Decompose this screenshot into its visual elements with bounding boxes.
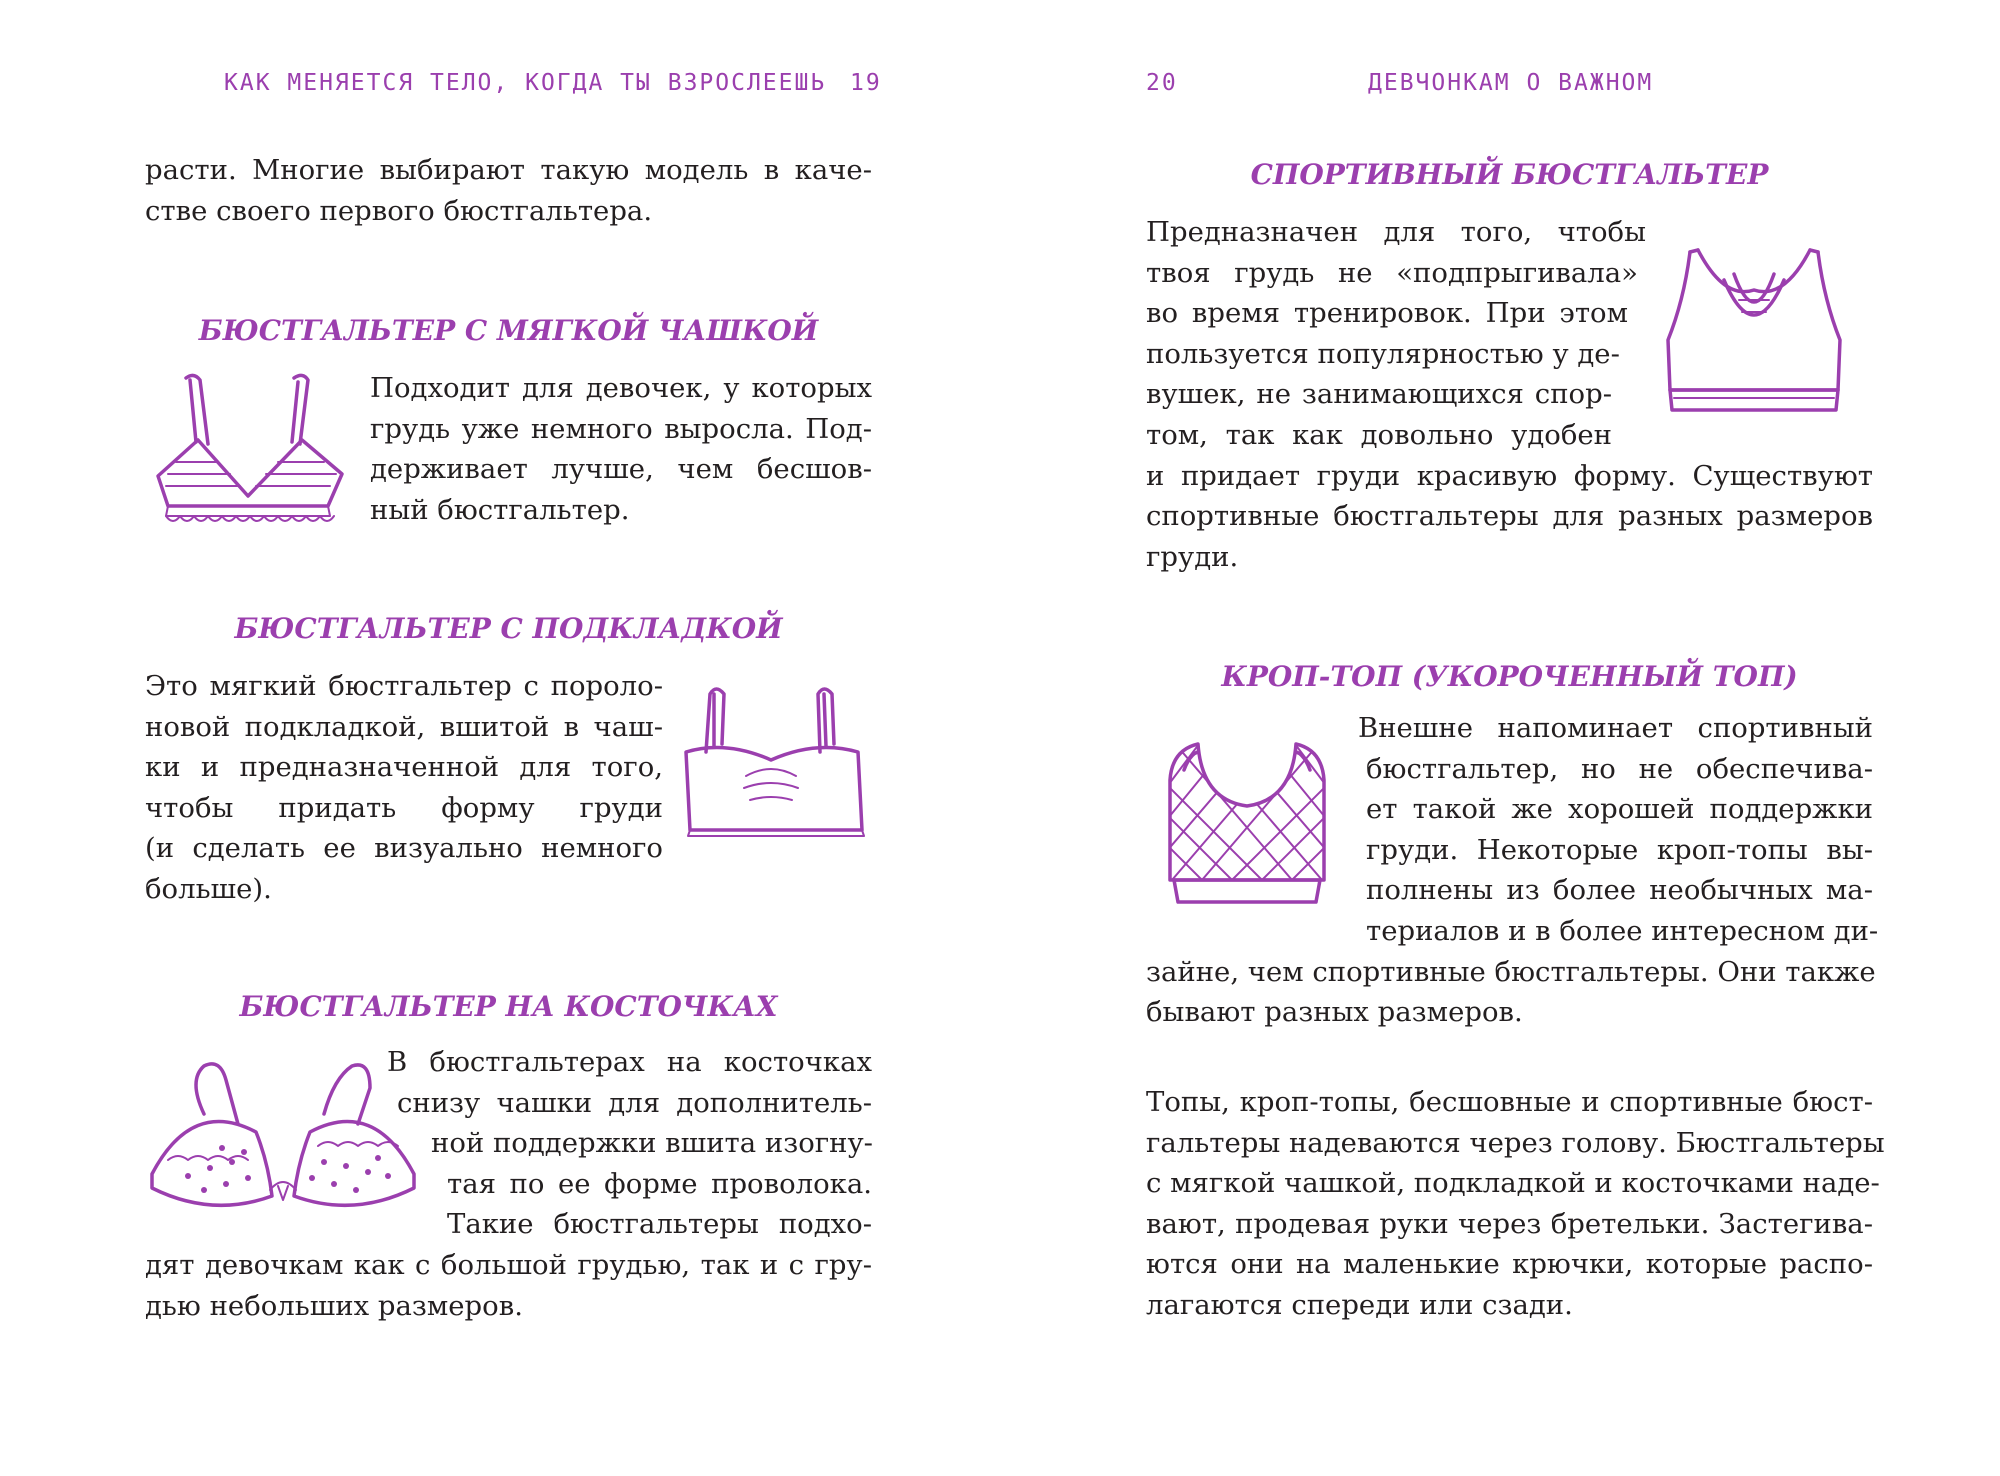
text-line: гальтеры надеваются через голову. Бюстгальтеры [1146,1126,1885,1159]
text-line: Внешне напоминает спортивный [1358,712,1873,744]
text-line: груди. [1146,540,1239,573]
running-head-left: КАК МЕНЯЕТСЯ ТЕЛО, КОГДА ТЫ ВЗРОСЛЕЕШЬ [224,70,827,96]
text-line: с мягкой чашкой, подкладкой и косточками наде- [1146,1167,1880,1200]
text-line: ются они на маленькие крючки, которые распо- [1146,1248,1873,1281]
text-line: Подходит для девочек, у которых [370,372,872,404]
underwire-paragraph [145,1042,872,1326]
text-line: бывают разных размеров. [1146,996,1523,1029]
text-line: груди. Некоторые кроп-топы вы- [1366,833,1873,866]
soft-cup-paragraph [370,368,872,530]
text-line: чтобы придать форму груди [145,791,663,824]
text-line: ет такой же хорошей поддержки [1366,793,1873,826]
heading-padded: БЮСТГАЛЬТЕР С ПОДКЛАДКОЙ [234,612,783,645]
text-line: вают, продевая руки через бретельки. Застегива- [1146,1207,1873,1240]
padded-paragraph [145,666,663,910]
crop-top-paragraph [1146,708,1879,1033]
sports-bra-illustration [1664,240,1844,420]
text-line: во время тренировок. При этом [1146,297,1628,330]
intro-paragraph [145,150,872,231]
text-line: грудь уже немного выросла. Под- [370,412,872,445]
text-line: ной поддержки вшита изогну- [431,1127,873,1160]
padded-bra-illustration [676,680,866,840]
text-line: Это мягкий бюстгальтер с пороло- [145,670,663,702]
text-line: лагаются спереди или сзади. [1146,1288,1573,1321]
text-line: расти. Многие выбирают такую модель в каче- [145,154,872,186]
text-line: пользуется популярностью у де- [1146,337,1620,370]
text-line: ный бюстгальтер. [370,493,630,526]
heading-crop-top: КРОП-ТОП (УКОРОЧЕННЫЙ ТОП) [1221,660,1798,693]
text-line: твоя грудь не «подпрыгивала» [1146,256,1638,289]
text-line: спортивные бюстгальтеры для разных размеров [1146,500,1873,533]
text-line: ки и предназначенной для того, [145,751,663,784]
text-line: Топы, кроп-топы, бесшовные и спортивные бюст- [1146,1086,1873,1118]
text-line: зайне, чем спортивные бюстгальтеры. Они также [1146,955,1876,988]
right-page [1000,0,2000,1476]
text-line: стве своего первого бюстгальтера. [145,194,653,227]
heading-soft-cup: БЮСТГАЛЬТЕР С МЯГКОЙ ЧАШКОЙ [198,314,819,347]
text-line: и придает груди красивую форму. Существуют [1146,459,1873,492]
text-line: вушек, не занимающихся спор- [1146,378,1612,411]
text-line: новой подкладкой, вшитой в чаш- [145,710,663,743]
text-line: (и сделать ее визуально немного [145,832,663,865]
text-line: дят девочкам как с большой грудью, так и с гру- [145,1248,872,1281]
text-line: держивает лучше, чем бесшов- [370,453,872,486]
text-line: Такие бюстгальтеры подхо- [447,1208,872,1241]
page-number-left: 19 [850,70,882,96]
text-line: том, так как довольно удобен [1146,418,1612,451]
page-number-right: 20 [1146,70,1178,96]
heading-sports-bra: СПОРТИВНЫЙ БЮСТГАЛЬТЕР [1250,158,1769,191]
heading-underwire: БЮСТГАЛЬТЕР НА КОСТОЧКАХ [239,990,778,1023]
text-line: В бюстгальтерах на косточках [387,1046,872,1078]
text-line: Предназначен для того, чтобы [1146,216,1646,248]
text-line: териалов и в более интересном ди- [1366,914,1879,947]
closing-paragraph [1146,1082,1885,1326]
text-line: дью небольших размеров. [145,1289,523,1322]
running-head-right: ДЕВЧОНКАМ О ВАЖНОМ [1368,70,1654,96]
text-line: тая по ее форме проволока. [447,1167,872,1200]
text-line: бюстгальтер, но не обеспечива- [1366,752,1873,785]
soft-cup-bra-illustration [148,370,348,530]
text-line: полнены из более необычных ма- [1366,874,1873,907]
text-line: больше). [145,872,272,905]
text-line: снизу чашки для дополнитель- [397,1086,872,1119]
